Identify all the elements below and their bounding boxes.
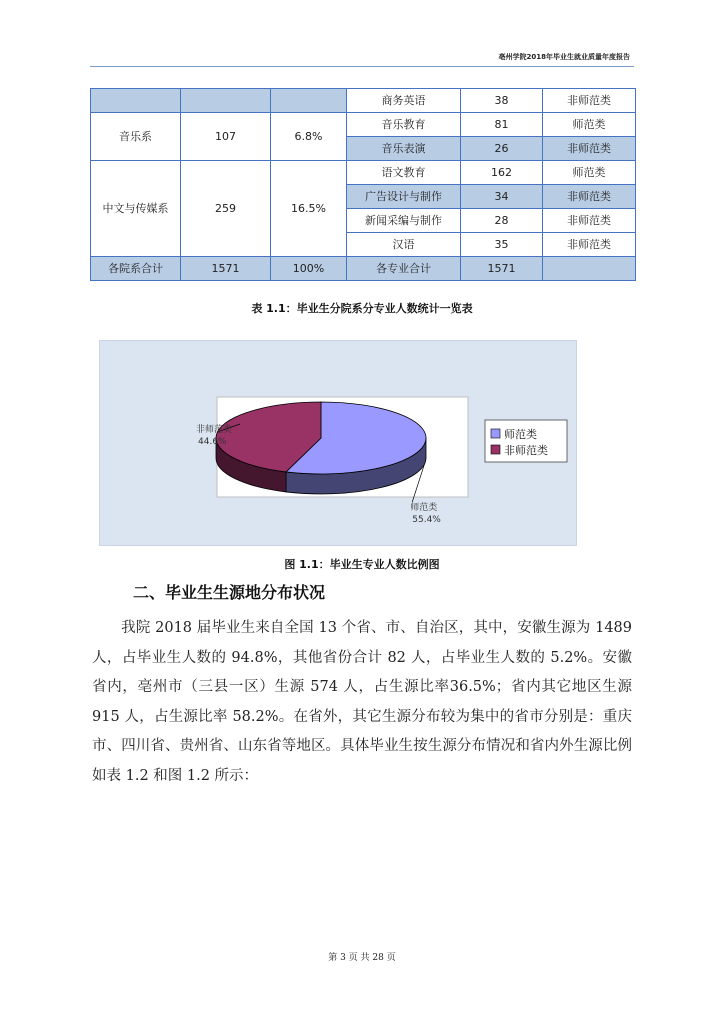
- legend-label: 师范类: [504, 428, 537, 441]
- table-cell-total-count: 1571: [181, 257, 271, 281]
- legend-swatch: [491, 445, 500, 454]
- table-cell-count: 38: [461, 89, 543, 113]
- table-cell-total-major-label: 各专业合计: [347, 257, 461, 281]
- table-cell-count: 35: [461, 233, 543, 257]
- table-cell-type: 师范类: [543, 161, 636, 185]
- table-cell-total-label: 各院系合计: [91, 257, 181, 281]
- table-cell-empty: [91, 89, 181, 113]
- table-cell-count: 28: [461, 209, 543, 233]
- table-cell-type: 非师范类: [543, 89, 636, 113]
- legend-swatch: [491, 429, 500, 438]
- pie-chart: [100, 341, 576, 545]
- table-cell-type: 非师范类: [543, 137, 636, 161]
- table-cell-major: 音乐教育: [347, 113, 461, 137]
- slice-label: 非师范类: [196, 425, 233, 435]
- table-cell-department-percent: 6.8%: [271, 113, 347, 161]
- table-caption: 表 1.1：毕业生分院系分专业人数统计一览表: [251, 302, 473, 315]
- table-cell-major: 广告设计与制作: [347, 185, 461, 209]
- table-cell-major: 新闻采编与制作: [347, 209, 461, 233]
- table-row: [91, 89, 636, 113]
- pie-chart-panel: [99, 340, 577, 546]
- table-cell-department-count: 107: [181, 113, 271, 161]
- table-cell-department-percent: 16.5%: [271, 161, 347, 257]
- table-cell-department-count: 259: [181, 161, 271, 257]
- slice-value-label: 55.4%: [412, 515, 441, 525]
- figure-caption: 图 1.1：毕业生专业人数比例图: [284, 558, 440, 571]
- table-cell-type: 非师范类: [543, 209, 636, 233]
- table-cell-major: 语文教育: [347, 161, 461, 185]
- department-name: 中文与传媒系: [102, 201, 169, 215]
- table-cell-major: 汉语: [347, 233, 461, 257]
- table-cell-count: 26: [461, 137, 543, 161]
- table-cell-count: 162: [461, 161, 543, 185]
- table-cell-type: 师范类: [543, 113, 636, 137]
- table-cell-total-percent: 100%: [271, 257, 347, 281]
- table-row: [91, 113, 636, 137]
- table-cell-major: 商务英语: [347, 89, 461, 113]
- slice-value-label: 44.6%: [198, 437, 227, 447]
- table-cell-department: [91, 161, 181, 257]
- table-cell-department: 音乐系: [91, 113, 181, 161]
- section-heading: 二、毕业生生源地分布状况: [133, 583, 326, 602]
- table-cell-major: 音乐表演: [347, 137, 461, 161]
- paragraph-text: 我院 2018 届毕业生来自全国 13 个省、市、自治区，其中，安徽生源为 1489 人，占毕业生人数的 94.8%，其他省份合计 82 人，占毕业生人数的 5.2%。安徽省内，亳州市（三县一区）生源 574 人，占生源比率36.5%；省内其它地区生源 915 人，占生源比率 58.2%。在省外，其它生源分布较为集中的省市分别是：重庆市、四川省、贵州省、山东省等地区。具体毕业生按生源分布情况和省内外生源比例如表 1.2 和图 1.2 所示：: [92, 620, 632, 784]
- table-cell-count: 81: [461, 113, 543, 137]
- body-paragraph: [92, 614, 632, 792]
- header-divider: [90, 66, 634, 67]
- table-cell-empty: [271, 89, 347, 113]
- table-cell-empty: [543, 257, 636, 281]
- legend-label: 非师范类: [504, 444, 548, 457]
- slice-label: 师范类: [410, 503, 438, 513]
- table-row: [91, 161, 636, 185]
- page-number: 第 3 页 共 28 页: [328, 953, 396, 963]
- table-cell-total-major-count: 1571: [461, 257, 543, 281]
- table-cell-type: 非师范类: [543, 233, 636, 257]
- report-header-title: 亳州学院2018年毕业生就业质量年度报告: [498, 53, 630, 61]
- major-statistics-table: [90, 88, 636, 281]
- table-cell-empty: [181, 89, 271, 113]
- table-cell-type: 非师范类: [543, 185, 636, 209]
- table-total-row: [91, 257, 636, 281]
- table-cell-count: 34: [461, 185, 543, 209]
